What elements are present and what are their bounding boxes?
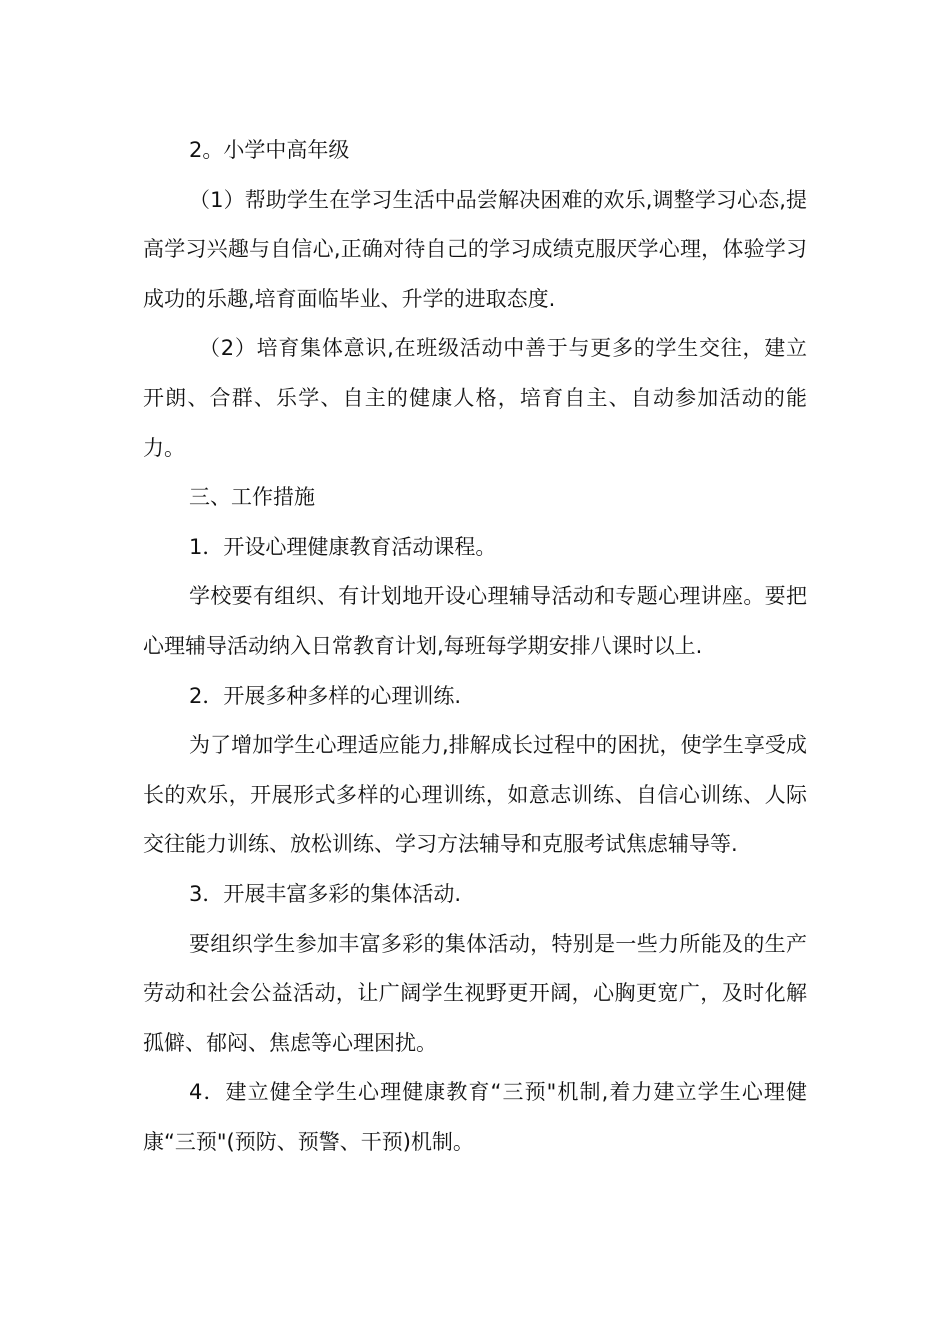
heading-measure-2: 2．开展多种多样的心理训练.: [189, 683, 462, 708]
heading-measure-3: 3．开展丰富多彩的集体活动.: [189, 881, 462, 906]
paragraph-goal-2: （2）培育集体意识,在班级活动中善于与更多的学生交往，建立开朗、合群、乐学、自主的健康人格，培育自主、自动参加活动的能力。: [143, 336, 807, 460]
paragraph-measure-3: 要组织学生参加丰富多彩的集体活动，特别是一些力所能及的生产劳动和社会公益活动，让广阔学生视野更开阔，心胸更宽广，及时化解孤僻、郁闷、焦虑等心理困扰。: [143, 931, 807, 1055]
heading-measure-1: 1．开设心理健康教育活动课程。: [189, 534, 497, 559]
paragraph-measure-4: 4．建立健全学生心理健康教育“三预"机制,着力建立学生心理健康“三预"(预防、预警、干预)机制。: [143, 1080, 807, 1154]
paragraph-measure-1: 学校要有组织、有计划地开设心理辅导活动和专题心理讲座。要把心理辅导活动纳入日常教育计划,每班每学期安排八课时以上.: [143, 584, 807, 658]
document-body: [143, 126, 807, 1167]
heading-work-measures: 三、工作措施: [189, 485, 315, 510]
paragraph-goal-1: （1）帮助学生在学习生活中品尝解决困难的欢乐,调整学习心态,提高学习兴趣与自信心,正确对待自己的学习成绩克服厌学心理，体验学习成功的乐趣,培育面临毕业、升学的进取态度.: [143, 187, 807, 311]
paragraph-measure-2: 为了增加学生心理适应能力,排解成长过程中的困扰，使学生享受成长的欢乐，开展形式多样的心理训练，如意志训练、自信心训练、人际交往能力训练、放松训练、学习方法辅导和克服考试焦虑辅导等.: [143, 733, 807, 857]
heading-upper-primary: 2。小学中高年级: [189, 138, 350, 162]
